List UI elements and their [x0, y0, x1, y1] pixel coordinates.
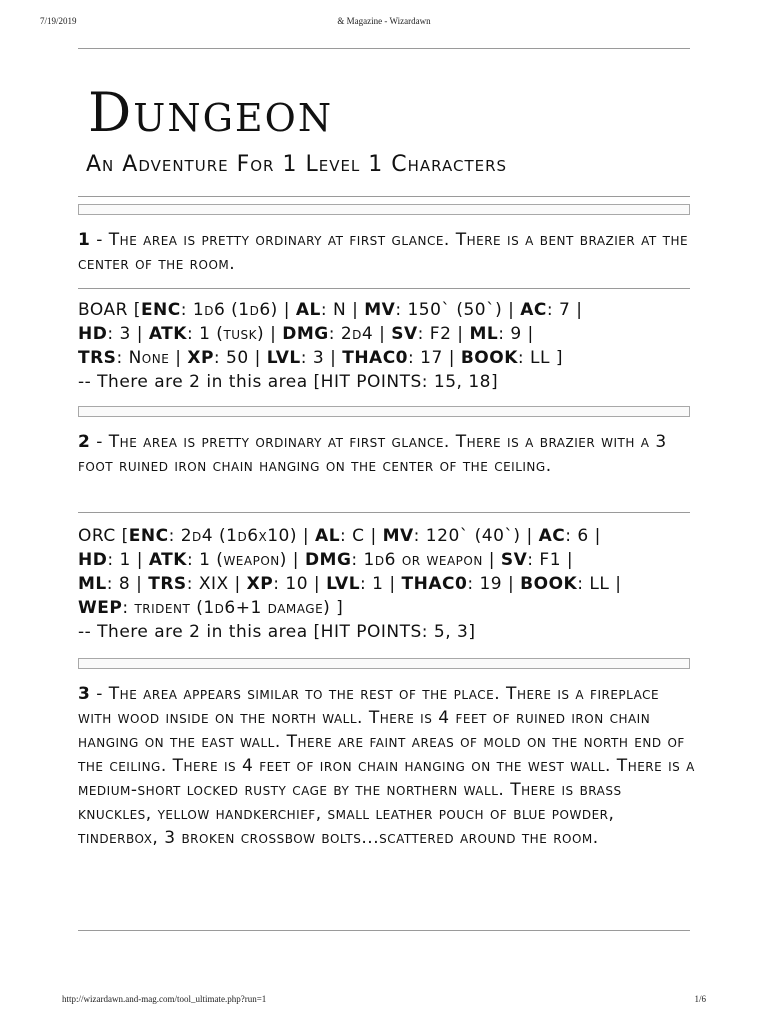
room-divider — [78, 288, 690, 289]
monster-stat-line: TRS: None | XP: 50 | LVL: 3 | THAC0: 17 | BOOK: LL ] — [78, 348, 563, 368]
monster-stat-line: HD: 1 | ATK: 1 (weapon) | DMG: 1d6 or weapon | SV: F1 | — [78, 550, 574, 570]
title-divider — [78, 196, 690, 197]
stat-label: XP — [246, 574, 274, 594]
monster-name: ORC — [78, 526, 116, 546]
stat-label: AC — [538, 526, 566, 546]
room-3-description: 3 - The area appears similar to the rest of the place. There is a fireplace with wood inside on the north wall. There is 4 feet of ruined iron chain hanging on the east wall. There are faint areas of mold on the north end of the ceiling. There is 4 feet of iron chain hanging on the west wall. There is a medium-short locked rusty cage by the northern wall. There is brass knuckles, yellow handkerchief, small leather pouch of blue powder, tinderbox, 3 broken crossbow bolts...scattered around the room. — [78, 684, 695, 848]
print-footer — [62, 994, 706, 1008]
document-subtitle: An Adventure For 1 Level 1 Characters — [86, 152, 508, 177]
section-separator — [78, 406, 690, 417]
page-number: 1/6 — [694, 994, 706, 1004]
section-separator — [78, 204, 690, 215]
stat-label: ATK — [148, 550, 187, 570]
room-divider — [78, 930, 690, 931]
print-url: http://wizardawn.and-mag.com/tool_ultimate.php?run=1 — [62, 994, 267, 1004]
stat-label: DMG — [282, 324, 329, 344]
stat-label: TRS — [78, 348, 117, 368]
stat-label: ML — [469, 324, 499, 344]
top-divider — [78, 48, 690, 49]
stat-label: AL — [295, 300, 321, 320]
stat-label: WEP — [78, 598, 123, 618]
monster-stat-line: HD: 3 | ATK: 1 (tusk) | DMG: 2d4 | SV: F2 | ML: 9 | — [78, 324, 534, 344]
stat-label: XP — [187, 348, 214, 368]
room-1-monster — [78, 298, 696, 394]
stat-label: THAC0 — [401, 574, 468, 594]
monster-name: BOAR — [78, 300, 128, 320]
room-number: 1 — [78, 230, 91, 250]
stat-label: DMG — [304, 550, 352, 570]
stat-label: ENC — [128, 526, 169, 546]
monster-hit-points: -- There are 2 in this area [HIT POINTS: 5, 3] — [78, 622, 476, 642]
stat-label: BOOK — [520, 574, 578, 594]
stat-label: SV — [500, 550, 528, 570]
print-site-title: & Magazine - Wizardawn — [337, 16, 431, 26]
stat-label: ENC — [140, 300, 181, 320]
room-divider — [78, 512, 690, 513]
stat-label: ATK — [148, 324, 187, 344]
print-date: 7/19/2019 — [40, 16, 77, 26]
document-title: Dungeon — [88, 81, 334, 144]
stat-label: AC — [520, 300, 547, 320]
print-header — [40, 16, 728, 30]
stat-label: LVL — [326, 574, 361, 594]
monster-hit-points: -- There are 2 in this area [HIT POINTS: 15, 18] — [78, 372, 499, 392]
room-2-description: 2 - The area is pretty ordinary at first glance. There is a brazier with a 3 foot ruined iron chain hanging on the center of the ceiling. — [78, 432, 667, 476]
monster-stat-line: [ENC: 1d6 (1d6) | AL: N | MV: 150` (50`) | AC: 7 | — [127, 300, 583, 320]
monster-stat-line: WEP: trident (1d6+1 damage) ] — [78, 598, 344, 618]
room-1-description: 1 - The area is pretty ordinary at first glance. There is a bent brazier at the center of the room. — [78, 230, 689, 274]
monster-stat-line: ML: 8 | TRS: XIX | XP: 10 | LVL: 1 | THAC0: 19 | BOOK: LL | — [78, 574, 622, 594]
room-number: 3 — [78, 684, 91, 704]
stat-label: THAC0 — [342, 348, 409, 368]
stat-label: AL — [315, 526, 341, 546]
stat-label: ML — [78, 574, 107, 594]
room-2-monster — [78, 524, 696, 644]
room-number: 2 — [78, 432, 91, 452]
stat-label: SV — [391, 324, 418, 344]
monster-stat-line: [ENC: 2d4 (1d6x10) | AL: C | MV: 120` (40`) | AC: 6 | — [115, 526, 601, 546]
stat-label: HD — [78, 550, 108, 570]
stat-label: HD — [78, 324, 108, 344]
stat-label: MV — [364, 300, 396, 320]
stat-label: LVL — [266, 348, 301, 368]
stat-label: TRS — [148, 574, 187, 594]
stat-label: BOOK — [460, 348, 518, 368]
stat-label: MV — [382, 526, 414, 546]
section-separator — [78, 658, 690, 669]
